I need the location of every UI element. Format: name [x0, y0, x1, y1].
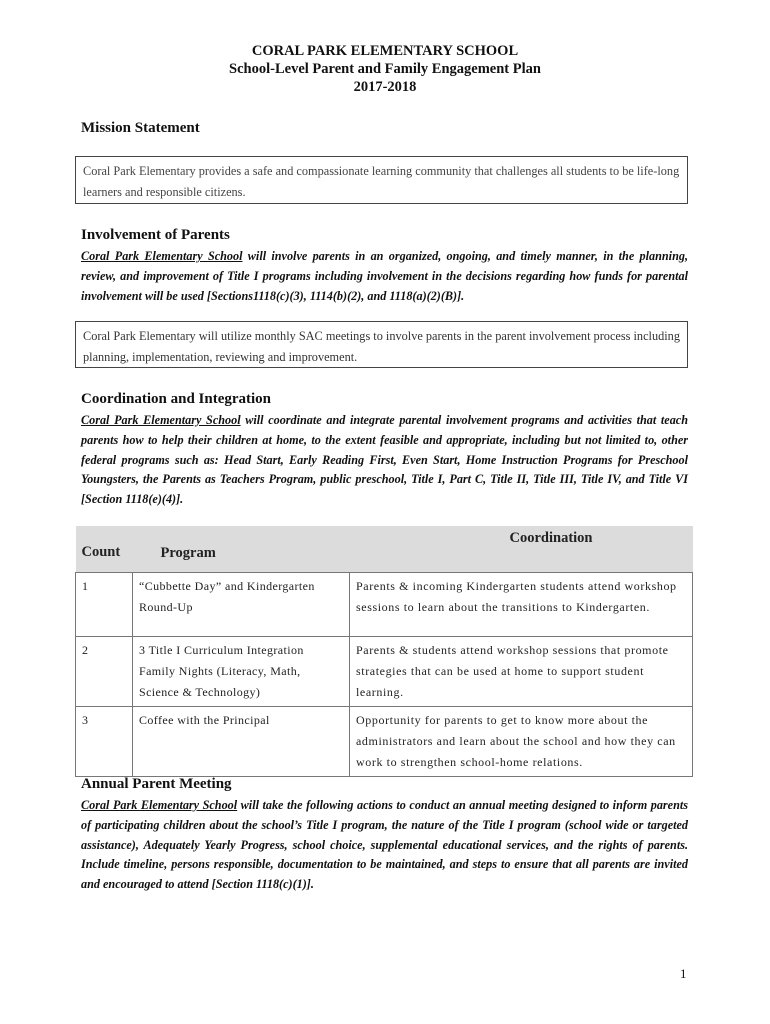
- row-count: 3: [76, 707, 133, 777]
- page-number: 1: [680, 966, 687, 981]
- row-coordination: Opportunity for parents to get to know more about the administrators and learn about the school and how they can work to strengthen school-home relations.: [350, 707, 693, 777]
- row-program: 3 Title I Curriculum Integration Family Nights (Literacy, Math, Science & Technology): [133, 637, 350, 707]
- row-program: Coffee with the Principal: [133, 707, 350, 777]
- mission-statement-box: Coral Park Elementary provides a safe and compassionate learning community that challenges all students to be life-long learners and responsible citizens.: [75, 156, 688, 204]
- annual-meeting-lead: [81, 796, 688, 895]
- school-name: Coral Park Elementary School: [81, 798, 238, 812]
- plan-title: School-Level Parent and Family Engagement Plan: [229, 61, 541, 77]
- annual-meeting-heading: Annual Parent Meeting: [81, 776, 232, 792]
- school-name: Coral Park Elementary School: [81, 249, 243, 263]
- involvement-lead-text: will involve parents in an organized, ongoing, and timely manner, in the planning, review, and improvement of Title I programs including involvement in the decisions regarding how funds for parental involvement will be used [Sections1118(c)(3), 1114(b)(2), and 1118(a)(2)(B)].: [81, 249, 688, 303]
- school-year: 2017-2018: [353, 79, 417, 95]
- header-program: Program: [133, 526, 350, 573]
- document-header: [0, 42, 770, 96]
- row-count: 1: [76, 573, 133, 637]
- row-program: “Cubbette Day” and Kindergarten Round-Up: [133, 573, 350, 637]
- coordination-heading: Coordination and Integration: [81, 391, 272, 407]
- row-count: 2: [76, 637, 133, 707]
- coordination-lead: [81, 411, 688, 510]
- table-row: [76, 573, 693, 637]
- annual-meeting-lead-text: will take the following actions to conduct an annual meeting designed to inform parents of participating children about the school’s Title I program, the nature of the Title I program (school wide or targeted assistance), Adequately Yearly Progress, school choice, supplemental educational services, and the rights of parents. Include timeline, persons responsible, documentation to be maintained, and steps to ensure that all parents are invited and encouraged to attend [Section 1118(c)(1)].: [81, 798, 688, 892]
- table-row: [76, 637, 693, 707]
- programs-table: [75, 526, 693, 777]
- involvement-lead: [81, 247, 688, 306]
- header-count: Count: [76, 526, 133, 573]
- header-coordination: Coordination: [350, 526, 693, 573]
- row-coordination: Parents & students attend workshop sessions that promote strategies that can be used at home to support student learning.: [350, 637, 693, 707]
- row-coordination: Parents & incoming Kindergarten students attend workshop sessions to learn about the transitions to Kindergarten.: [350, 573, 693, 637]
- mission-heading: Mission Statement: [81, 120, 200, 136]
- table-row: [76, 707, 693, 777]
- involvement-response-box: Coral Park Elementary will utilize monthly SAC meetings to involve parents in the parent involvement process including planning, implementation, reviewing and improvement.: [75, 321, 688, 368]
- involvement-heading: Involvement of Parents: [81, 227, 230, 243]
- table-header-row: [76, 526, 693, 573]
- school-name: Coral Park Elementary School: [81, 413, 241, 427]
- coordination-lead-text: will coordinate and integrate parental involvement programs and activities that teach parents how to help their children at home, to the extent feasible and appropriate, including but not limited to, other federal programs such as: Head Start, Early Reading First, Even Start, Home Instruction Programs for Preschool Youngsters, the Parents as Teachers Program, public preschool, Title I, Part C, Title II, Title III, Title IV, and Title VI [Section 1118(e)(4)].: [81, 413, 688, 507]
- school-title: CORAL PARK ELEMENTARY SCHOOL: [251, 43, 519, 59]
